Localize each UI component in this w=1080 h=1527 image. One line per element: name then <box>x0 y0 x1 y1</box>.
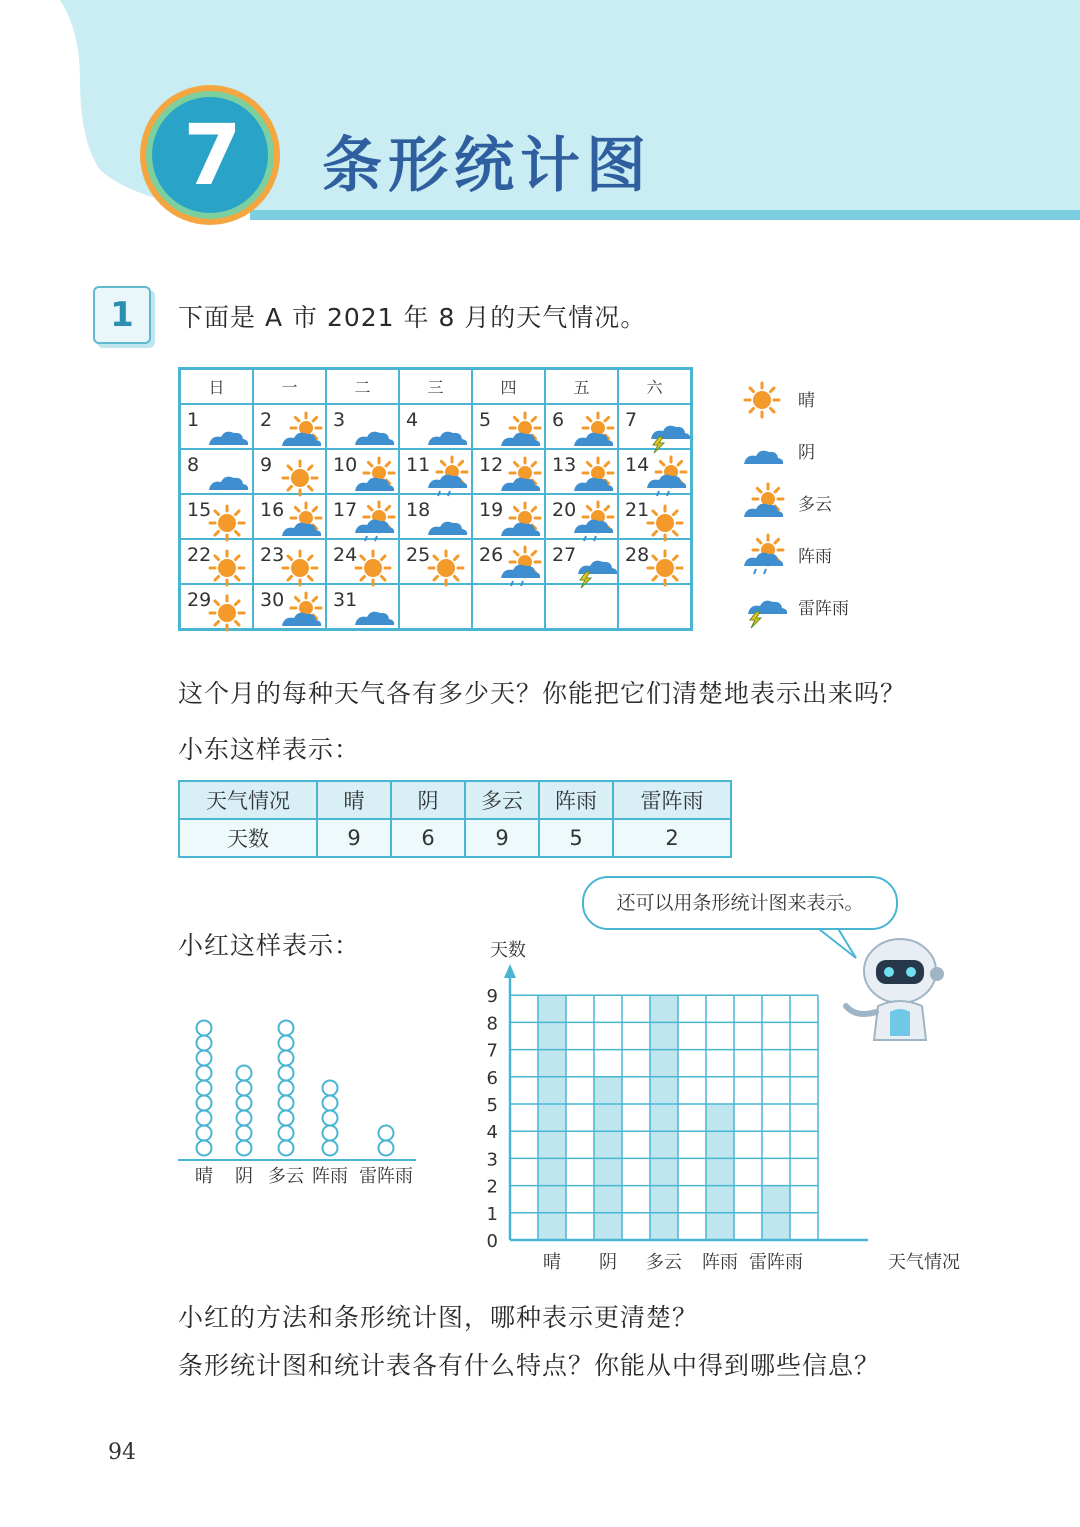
calendar-day-number: 31 <box>333 589 358 611</box>
calendar-day-cell <box>326 539 399 584</box>
pictograph-circle <box>237 1096 252 1111</box>
xiaodong-label: 小东这样表示： <box>178 735 361 764</box>
x-category-label: 阵雨 <box>702 1252 738 1273</box>
pictograph-circle <box>323 1126 338 1141</box>
bar <box>538 995 566 1240</box>
sunny-weather-icon <box>424 548 472 586</box>
question-2: 小红的方法和条形统计图，哪种表示更清楚？ <box>178 1303 699 1332</box>
cloudy-weather-icon <box>570 458 618 496</box>
calendar-day-cell <box>545 494 618 539</box>
pictograph-circle <box>279 1126 294 1141</box>
calendar-day-cell <box>180 449 254 494</box>
calendar-day-number: 30 <box>260 589 285 611</box>
overcast-weather-icon <box>351 413 399 451</box>
pictograph-circle <box>197 1081 212 1096</box>
calendar-day-cell <box>253 584 326 630</box>
question-3: 条形统计图和统计表各有什么特点？你能从中得到哪些信息？ <box>178 1351 881 1380</box>
pictograph-circle <box>323 1111 338 1126</box>
pictograph-circle <box>197 1021 212 1036</box>
calendar-week-row <box>180 584 692 630</box>
legend-item <box>740 588 870 628</box>
calendar-day-cell <box>180 494 254 539</box>
exercise-intro: 下面是 A 市 2021 年 8 月的天气情况。 <box>178 303 647 332</box>
calendar-day-cell <box>326 404 399 449</box>
calendar-day-cell <box>180 584 254 630</box>
calendar-day-number: 8 <box>187 454 200 476</box>
calendar-day-number: 23 <box>260 544 285 566</box>
calendar-day-number: 9 <box>260 454 273 476</box>
calendar-weekday-row <box>180 369 692 405</box>
legend-label: 雷阵雨 <box>798 599 849 619</box>
table-cell: 6 <box>391 819 465 857</box>
calendar-day-cell <box>399 494 472 539</box>
cloudy-weather-icon <box>351 458 399 496</box>
bar <box>650 995 678 1240</box>
calendar-day-number: 16 <box>260 499 285 521</box>
calendar-day-number: 24 <box>333 544 358 566</box>
pictograph-circle <box>197 1051 212 1066</box>
table-header-cell: 多云 <box>465 781 539 819</box>
calendar-day-number: 18 <box>406 499 431 521</box>
xiaohong-label: 小红这样表示： <box>178 931 361 960</box>
legend-item <box>740 380 870 420</box>
calendar-day-number: 19 <box>479 499 504 521</box>
thunder-weather-icon <box>740 588 788 628</box>
calendar-day-number: 20 <box>552 499 577 521</box>
calendar-day-cell <box>545 584 618 630</box>
pictograph-circle <box>237 1081 252 1096</box>
y-tick-label: 9 <box>486 986 498 1008</box>
overcast-weather-icon <box>205 413 253 451</box>
calendar-day-number: 17 <box>333 499 358 521</box>
calendar-weekday: 日 <box>180 369 254 405</box>
calendar-day-number: 1 <box>187 409 200 431</box>
weather-count-table <box>178 780 732 858</box>
question-1: 这个月的每种天气各有多少天？你能把它们清楚地表示出来吗？ <box>178 679 907 708</box>
shower-weather-icon <box>497 548 545 586</box>
calendar-day-cell <box>326 449 399 494</box>
overcast-weather-icon <box>424 413 472 451</box>
cloudy-weather-icon <box>740 484 788 524</box>
circle-pictograph <box>176 980 436 1192</box>
pictograph-circle <box>279 1096 294 1111</box>
calendar-weekday: 六 <box>618 369 692 405</box>
pictograph-circle <box>279 1021 294 1036</box>
y-tick-label: 1 <box>486 1203 498 1225</box>
table-row-header: 天气情况 <box>179 781 317 819</box>
chapter-title: 条形统计图 <box>322 131 652 201</box>
calendar-day-number: 26 <box>479 544 504 566</box>
pictograph-circle <box>379 1126 394 1141</box>
pictograph-circle <box>197 1141 212 1156</box>
pictograph-circle <box>197 1126 212 1141</box>
calendar-weekday: 一 <box>253 369 326 405</box>
y-tick-label: 2 <box>486 1176 498 1198</box>
calendar-day-number: 22 <box>187 544 212 566</box>
calendar-day-cell <box>472 584 545 630</box>
calendar-day-cell <box>618 494 692 539</box>
y-tick-label: 5 <box>486 1095 498 1116</box>
calendar-day-number: 10 <box>333 454 358 476</box>
calendar-day-cell <box>326 494 399 539</box>
calendar-day-cell <box>253 449 326 494</box>
pictograph-category-label: 雷阵雨 <box>359 1166 413 1187</box>
x-category-label: 晴 <box>543 1252 561 1273</box>
pictograph-category-label: 阵雨 <box>312 1166 348 1187</box>
thunder-weather-icon <box>643 413 691 451</box>
legend-label: 晴 <box>798 391 815 411</box>
pictograph-circle <box>279 1111 294 1126</box>
table-cell: 9 <box>317 819 391 857</box>
calendar-day-cell <box>618 404 692 449</box>
speech-bubble: 还可以用条形统计图来表示。 <box>582 876 898 930</box>
shower-weather-icon <box>740 536 788 576</box>
calendar-day-number: 29 <box>187 589 212 611</box>
overcast-weather-icon <box>424 503 472 541</box>
y-tick-label: 4 <box>486 1122 498 1144</box>
calendar-day-cell <box>253 404 326 449</box>
table-header-cell: 阴 <box>391 781 465 819</box>
calendar-day-number: 21 <box>625 499 650 521</box>
pictograph-circle <box>279 1141 294 1156</box>
y-axis-arrow <box>504 964 516 978</box>
pictograph-category-label: 阴 <box>235 1166 253 1187</box>
calendar-day-number: 13 <box>552 454 577 476</box>
sunny-weather-icon <box>205 548 253 586</box>
pictograph-circle <box>197 1066 212 1081</box>
overcast-weather-icon <box>740 432 788 472</box>
legend-item <box>740 432 870 472</box>
pictograph-circle <box>279 1066 294 1081</box>
calendar-day-number: 11 <box>406 454 431 476</box>
calendar-day-cell <box>618 449 692 494</box>
pictograph-circle <box>323 1096 338 1111</box>
calendar-day-number: 15 <box>187 499 212 521</box>
cloudy-weather-icon <box>278 593 326 631</box>
shower-weather-icon <box>643 458 691 496</box>
thunder-weather-icon <box>570 548 618 586</box>
calendar-day-cell <box>180 539 254 584</box>
calendar-day-cell <box>472 449 545 494</box>
x-category-label: 多云 <box>646 1252 682 1273</box>
page-number: 94 <box>108 1440 136 1465</box>
calendar-day-cell <box>545 404 618 449</box>
calendar-day-number: 3 <box>333 409 346 431</box>
pictograph-circle <box>379 1141 394 1156</box>
calendar-weekday: 二 <box>326 369 399 405</box>
bar-chart <box>470 930 960 1280</box>
calendar-day-cell <box>472 404 545 449</box>
bar <box>706 1104 734 1240</box>
overcast-weather-icon <box>205 458 253 496</box>
pictograph-circle <box>197 1111 212 1126</box>
legend-item <box>740 536 870 576</box>
shower-weather-icon <box>351 503 399 541</box>
y-tick-label: 8 <box>486 1013 498 1035</box>
calendar-day-cell <box>399 404 472 449</box>
calendar-day-cell <box>253 539 326 584</box>
calendar-day-cell <box>399 539 472 584</box>
overcast-weather-icon <box>351 593 399 631</box>
calendar-day-number: 7 <box>625 409 638 431</box>
calendar-day-cell <box>545 449 618 494</box>
pictograph-circle <box>279 1036 294 1051</box>
calendar-day-cell <box>399 449 472 494</box>
calendar-day-number: 28 <box>625 544 650 566</box>
pictograph-circle <box>279 1081 294 1096</box>
calendar-day-cell <box>253 494 326 539</box>
y-tick-label: 7 <box>486 1040 498 1062</box>
pictograph-circle <box>323 1141 338 1156</box>
y-tick-label: 3 <box>486 1149 498 1171</box>
pictograph-circle <box>237 1111 252 1126</box>
calendar-day-cell <box>399 584 472 630</box>
pictograph-circle <box>237 1066 252 1081</box>
sunny-weather-icon <box>643 503 691 541</box>
y-tick-label: 6 <box>486 1067 498 1089</box>
exercise-number-badge: 1 <box>93 286 151 344</box>
shower-weather-icon <box>424 458 472 496</box>
calendar-day-cell <box>472 539 545 584</box>
calendar-day-cell <box>472 494 545 539</box>
calendar-weekday: 三 <box>399 369 472 405</box>
calendar-week-row <box>180 449 692 494</box>
calendar-week-row <box>180 539 692 584</box>
calendar-day-number: 6 <box>552 409 565 431</box>
table-cell: 5 <box>539 819 613 857</box>
pictograph-circle <box>279 1051 294 1066</box>
chapter-number: 7 <box>183 106 242 204</box>
pictograph-circle <box>237 1141 252 1156</box>
calendar-day-number: 27 <box>552 544 577 566</box>
cloudy-weather-icon <box>497 503 545 541</box>
sunny-weather-icon <box>278 458 326 496</box>
sunny-weather-icon <box>205 503 253 541</box>
pictograph-circle <box>237 1126 252 1141</box>
shower-weather-icon <box>570 503 618 541</box>
table-row <box>179 819 731 857</box>
pictograph-circle <box>323 1081 338 1096</box>
legend-label: 阴 <box>798 443 815 463</box>
calendar-day-cell <box>545 539 618 584</box>
y-axis-title: 天数 <box>490 940 526 961</box>
calendar-day-number: 4 <box>406 409 419 431</box>
pictograph-category-label: 多云 <box>268 1166 304 1187</box>
table-cell: 9 <box>465 819 539 857</box>
sunny-weather-icon <box>278 548 326 586</box>
table-header-cell: 晴 <box>317 781 391 819</box>
cloudy-weather-icon <box>497 413 545 451</box>
sunny-weather-icon <box>351 548 399 586</box>
table-row-header: 天数 <box>179 819 317 857</box>
calendar-day-cell <box>618 584 692 630</box>
calendar-day-cell <box>618 539 692 584</box>
table-header-cell: 阵雨 <box>539 781 613 819</box>
x-category-label: 阴 <box>599 1252 617 1273</box>
legend-label: 多云 <box>798 495 832 515</box>
sunny-weather-icon <box>643 548 691 586</box>
cloudy-weather-icon <box>497 458 545 496</box>
x-category-label: 雷阵雨 <box>749 1252 803 1273</box>
y-tick-label: 0 <box>486 1231 498 1252</box>
sunny-weather-icon <box>205 593 253 631</box>
calendar-weekday: 五 <box>545 369 618 405</box>
cloudy-weather-icon <box>278 413 326 451</box>
cloudy-weather-icon <box>278 503 326 541</box>
calendar-day-number: 14 <box>625 454 650 476</box>
pictograph-category-label: 晴 <box>195 1166 213 1187</box>
calendar-day-cell <box>180 404 254 449</box>
calendar-weekday: 四 <box>472 369 545 405</box>
calendar-day-number: 2 <box>260 409 273 431</box>
table-cell: 2 <box>613 819 731 857</box>
table-header-cell: 雷阵雨 <box>613 781 731 819</box>
calendar-day-number: 25 <box>406 544 431 566</box>
legend-item <box>740 484 870 524</box>
pictograph-circle <box>197 1036 212 1051</box>
calendar-day-number: 5 <box>479 409 492 431</box>
pictograph-circle <box>197 1096 212 1111</box>
sunny-weather-icon <box>740 380 788 420</box>
calendar-day-number: 12 <box>479 454 504 476</box>
calendar-week-row <box>180 404 692 449</box>
cloudy-weather-icon <box>570 413 618 451</box>
table-header-row <box>179 781 731 819</box>
weather-calendar <box>178 367 693 631</box>
x-axis-title: 天气情况 <box>888 1252 960 1273</box>
calendar-day-cell <box>326 584 399 630</box>
calendar-week-row <box>180 494 692 539</box>
legend-label: 阵雨 <box>798 547 832 567</box>
